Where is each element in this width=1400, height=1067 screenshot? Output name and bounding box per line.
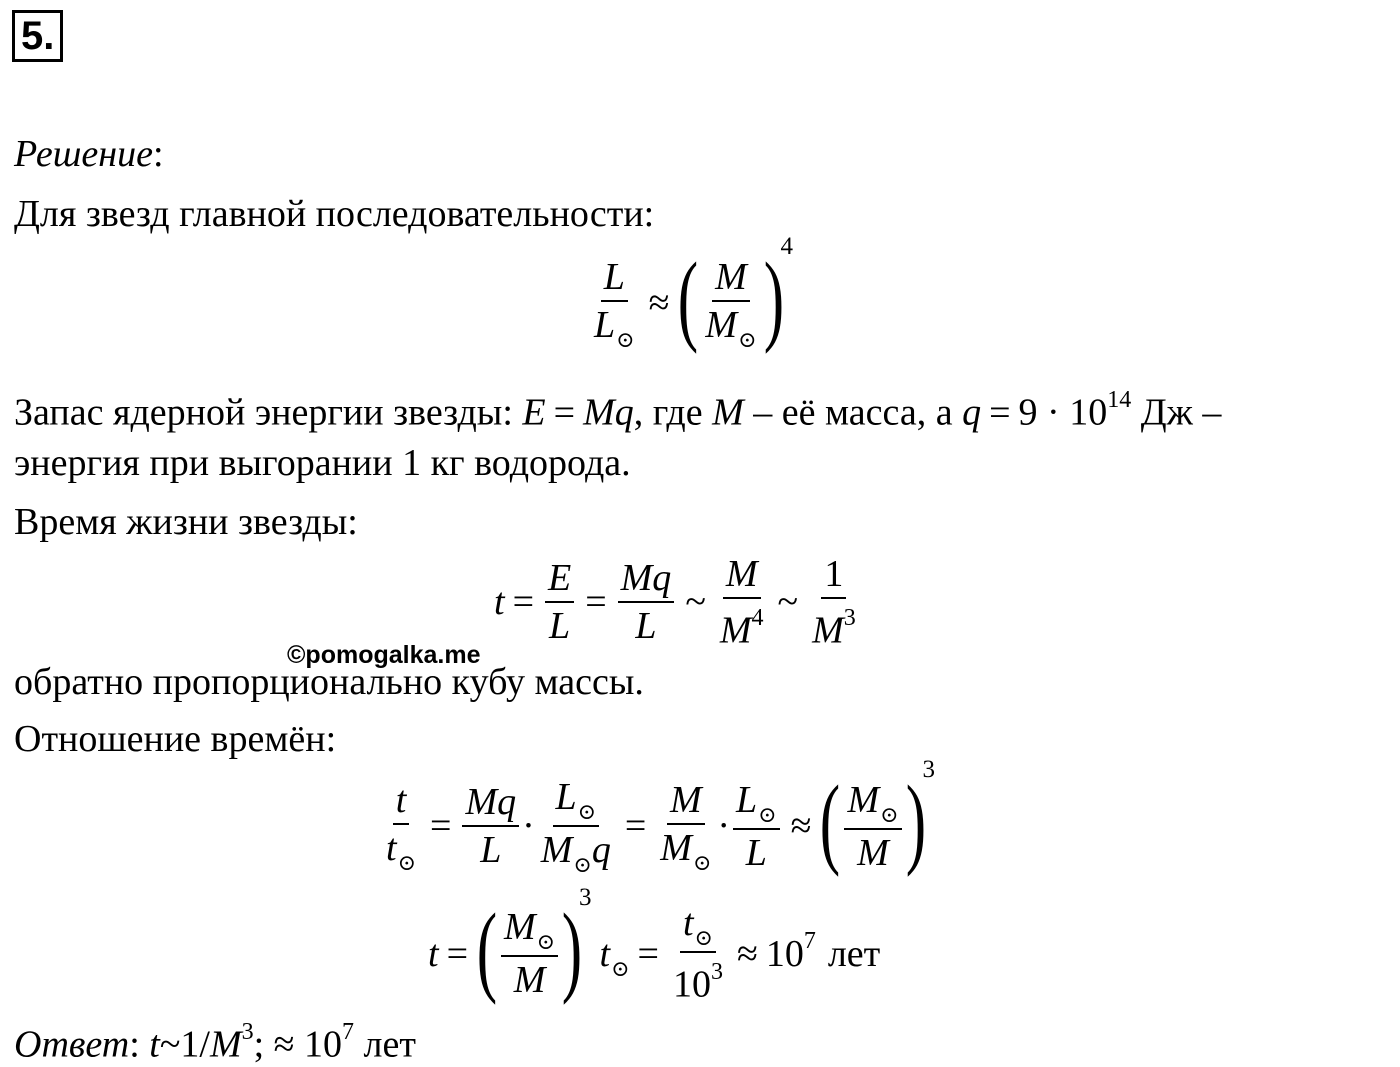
left-paren: (	[476, 892, 498, 1006]
energy-mid: , где	[633, 391, 713, 434]
right-paren: )	[561, 892, 583, 1006]
answer-ten: 10	[304, 1023, 343, 1066]
approx-sign: ≈	[790, 805, 812, 847]
sun-symbol: ⊙	[738, 326, 757, 352]
one-numerator: 1	[821, 551, 846, 599]
mq-over-l	[618, 555, 675, 649]
ten-result: 10	[765, 932, 804, 975]
luminosity-ratio	[591, 254, 638, 353]
e-numerator: E	[545, 555, 574, 603]
luminosity-numerator: L	[601, 254, 628, 302]
m-denominator: M	[513, 959, 546, 1002]
lsun-numerator	[553, 774, 600, 827]
dot-sign-2: ·	[717, 805, 731, 847]
left-paren: (	[820, 765, 841, 878]
sun-symbol: ⊙	[397, 849, 416, 875]
answer-unit: лет	[354, 1023, 416, 1066]
energy-line-2: энергия при выгорании 1 кг водорода.	[14, 442, 631, 484]
msun-denominator	[657, 825, 714, 876]
sun-symbol: ⊙	[616, 326, 635, 352]
ten3-denominator	[670, 953, 726, 1008]
m3-denominator	[809, 599, 859, 654]
answer-m-exponent: 3	[241, 1019, 254, 1045]
left-paren: (	[678, 242, 699, 355]
mq-over-l	[462, 779, 519, 873]
answer-line	[14, 1014, 416, 1067]
equals-sign-2: =	[585, 581, 607, 624]
l-denominator-2: L	[745, 831, 767, 874]
tsun-base: t	[386, 826, 397, 869]
m4-denominator	[717, 599, 767, 654]
mass-symbol: M	[712, 391, 744, 434]
lsun-over-msunq	[538, 774, 614, 878]
m-sun-symbol: M	[705, 303, 738, 346]
msun-over-m	[844, 777, 901, 876]
answer-label: Ответ	[14, 1023, 130, 1066]
mq-numerator: Mq	[618, 555, 675, 603]
tsun-over-ten3	[670, 900, 726, 1008]
mass-ratio	[702, 254, 759, 353]
msun-base: M	[847, 778, 880, 821]
one-over-m3	[809, 551, 859, 654]
lifetime-line: Время жизни звезды:	[14, 501, 358, 543]
approx-sign: ≈	[648, 282, 670, 324]
sun-symbol: ⊙	[880, 801, 899, 827]
tsun-base: t	[599, 932, 611, 975]
tsun-base: t	[682, 902, 694, 944]
equals-sign: =	[446, 932, 468, 975]
msun-base: M	[660, 826, 692, 869]
answer-approx: ; ≈	[253, 1023, 305, 1066]
answer-t: t	[149, 1023, 160, 1066]
t-symbol: t	[428, 932, 439, 975]
mq-numerator: Mq	[462, 779, 519, 827]
m3-base: M	[812, 609, 844, 652]
l-denominator-2: L	[635, 605, 657, 648]
lsun-over-l	[733, 777, 780, 876]
lsun-numerator-2	[733, 777, 780, 830]
power-exponent: 4	[780, 233, 793, 260]
main-sequence-line: Для звезд главной последовательности:	[14, 193, 655, 235]
m-numerator: M	[667, 777, 705, 825]
ten-base: 10	[672, 963, 711, 1006]
m4-base: M	[719, 609, 752, 652]
l-denominator: L	[549, 605, 571, 648]
tsun-factor	[599, 932, 630, 981]
solution-label: Решение	[14, 133, 153, 175]
e-over-l	[545, 555, 574, 649]
luminosity-denominator	[591, 302, 638, 353]
m-numerator: M	[723, 551, 761, 599]
mass-numerator: M	[712, 254, 750, 302]
right-paren: )	[905, 765, 926, 878]
sun-symbol: ⊙	[573, 852, 592, 877]
years-unit: лет	[827, 932, 881, 975]
answer-relation: ~1/	[159, 1023, 210, 1066]
sim-sign: ~	[685, 581, 706, 624]
lsun-base: L	[736, 778, 758, 821]
sun-symbol: ⊙	[611, 955, 630, 981]
equals-sign-2: =	[637, 932, 659, 975]
msun-base: M	[503, 906, 536, 949]
ten-exponent: 3	[710, 959, 723, 985]
t-numerator: t	[393, 777, 410, 825]
equals-sign-2: =	[624, 805, 647, 847]
l-sun-symbol: L	[594, 303, 616, 346]
sun-symbol: ⊙	[536, 929, 556, 955]
energy-suffix: Дж –	[1131, 391, 1222, 434]
lifetime-result-equation	[428, 883, 881, 1008]
q-symbol: q	[962, 391, 982, 434]
lifetime-equation	[494, 551, 862, 654]
q-exponent: 14	[1107, 387, 1132, 413]
sun-symbol: ⊙	[694, 925, 713, 950]
watermark: ©pomogalka.me	[287, 641, 481, 669]
sun-symbol: ⊙	[577, 799, 597, 824]
tsun-numerator	[680, 900, 716, 953]
power-exponent: 3	[922, 756, 935, 783]
inverse-line: обратно пропорционально кубу массы.	[14, 661, 644, 703]
power-exponent: 3	[579, 883, 592, 911]
energy-line	[14, 382, 1221, 435]
sim-sign-2: ~	[777, 581, 799, 624]
sun-symbol: ⊙	[692, 849, 712, 875]
m4-exponent: 4	[751, 605, 764, 631]
t-symbol: t	[494, 581, 505, 624]
m-over-m4	[717, 551, 767, 654]
ten-result-exponent: 7	[803, 928, 816, 955]
mq-symbol: Mq	[583, 391, 634, 434]
equals-sign: =	[553, 391, 576, 434]
right-paren: )	[763, 242, 784, 355]
sun-symbol: ⊙	[758, 801, 777, 827]
answer-ten-exponent: 7	[342, 1019, 355, 1045]
msun-numerator	[501, 904, 558, 957]
approx-sign: ≈	[736, 932, 758, 975]
l-denominator: L	[480, 829, 502, 871]
equals-sign-2: =	[989, 391, 1011, 434]
msun-base: M	[540, 829, 573, 871]
tsun-denominator	[383, 825, 419, 876]
problem-number: 5.	[12, 10, 63, 62]
solution-colon: :	[152, 133, 164, 175]
luminosity-mass-equation	[588, 233, 793, 355]
equals-sign: =	[512, 581, 534, 624]
mass-denominator	[702, 302, 759, 353]
ratio-line: Отношение времён:	[14, 718, 337, 760]
m3-exponent: 3	[843, 605, 856, 631]
lsun-base: L	[555, 776, 577, 818]
q-symbol: q	[591, 829, 611, 871]
equals-sign: =	[430, 805, 452, 847]
answer-colon: :	[129, 1023, 140, 1066]
dot-sign: ·	[522, 805, 535, 847]
t-over-tsun	[383, 777, 419, 876]
msunq-denominator	[538, 827, 614, 878]
m-over-msun	[657, 777, 714, 876]
msun-over-m	[501, 904, 558, 1003]
energy-mid2: – её масса, а	[743, 391, 963, 434]
answer-m: M	[209, 1023, 242, 1066]
solution-heading	[14, 132, 164, 176]
energy-prefix: Запас ядерной энергии звезды:	[14, 391, 523, 434]
energy-symbol: E	[522, 391, 546, 434]
q-value: 9 · 10	[1018, 391, 1108, 434]
m-denominator: M	[857, 831, 889, 874]
msun-numerator	[844, 777, 901, 830]
time-ratio-equation	[380, 756, 935, 878]
